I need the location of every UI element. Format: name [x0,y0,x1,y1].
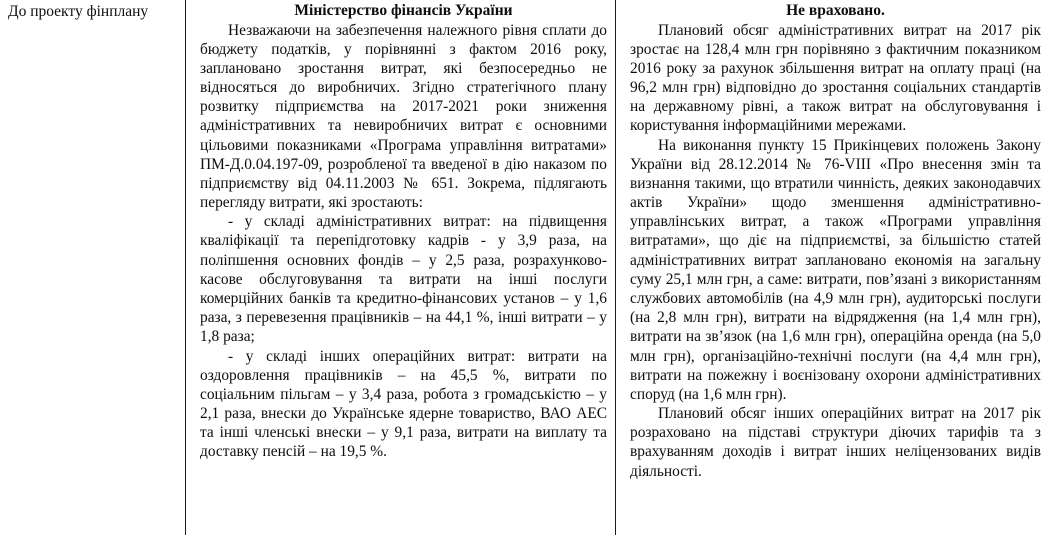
table-column-right [616,0,1051,535]
table-column-left [0,0,186,535]
table-column-middle [186,0,616,535]
paragraph: - у складі інших операційних витрат: витрати на оздоровлення працівників – на 45,5 %, витрати по соціальним пільгам – у 3,4 раза, робота з громадськістю – у 2,1 раза, внески до Українське ядерне товариство, ВАО АЕС та інші членські внески – у 9,1 раза, витрати на виплату та доставку пенсій – на 19,5 %. [200,347,607,461]
right-column-header: Не враховано. [786,2,885,19]
left-column-header: До проекту фінплану [8,3,149,20]
paragraph: Плановий обсяг інших операційних витрат на 2017 рік розраховано на підставі структури діючих тарифів та з врахуванням доходів і витрат інших неліцензованих видів діяльності. [630,405,1041,480]
paragraph: Плановий обсяг адміністративних витрат на 2017 рік зростає на 128,4 млн грн порівняно з фактичним показником 2016 року за рахунок збільшення витрат на оплату праці (на 96,2 млн грн) відповідно до зростання соціальних стандартів на державному рівні, а також витрат на обслуговування і користування інформаційними мережами. [630,21,1041,135]
paragraph: Незважаючи на забезпечення належного рівня сплати до бюджету податків, у порівнянні з фактом 2016 року, заплановано зростання витрат, які безпосередньо не відносяться до виробничих. Згідно стратегічного плану розвитку підприємства на 2017-2021 роки зниження адміністративних та невиробничих витрат є основними цільовими показниками «Програма управління витратами» ПМ-Д.0.04.197-09, розробленої та введеної в дію наказом по підприємству від 04.11.2003 № 651. Зокрема, підлягають перегляду витрати, які зростають: [200,21,607,212]
paragraph: На виконання пункту 15 Прикінцевих положень Закону України від 28.12.2014 № 76-VIII «Про внесення змін та визнання такими, що втратили чинність, деяких законодавчих актів України» щодо зменшення адміністративно-управлінських витрат, а також «Програми управління витратами», що діє на підприємстві, за більшістю статей адміністративних витрат заплановано економія на загальну суму 25,1 млн грн, а саме: витрати, пов’язані з використанням службових автомобілів (на 4,9 млн грн), аудиторські послуги (на 2,8 млн грн), витрати на відрядження (на 1,4 млн грн), витрати на зв’язок (на 1,6 млн грн), операційна оренда (на 5,0 млн грн), організаційно-технічні послуги (на 4,4 млн грн), витрати на пожежну і воєнізовану охорони адміністративних споруд (на 1,6 млн грн). [630,136,1041,403]
middle-column-header: Міністерство фінансів України [294,2,513,19]
paragraph: - у складі адміністративних витрат: на підвищення кваліфікації та перепідготовку кадрів - у 3,9 раза, на поліпшення основних фондів – у 2,5 раза, розрахунково-касове обслуговування та витрати на інші послуги комерційних банків та кредитно-фінансових установ – у 1,6 раза, з перевезення працівників – на 44,1 %, інші витрати – у 1,8 раза; [200,213,607,346]
